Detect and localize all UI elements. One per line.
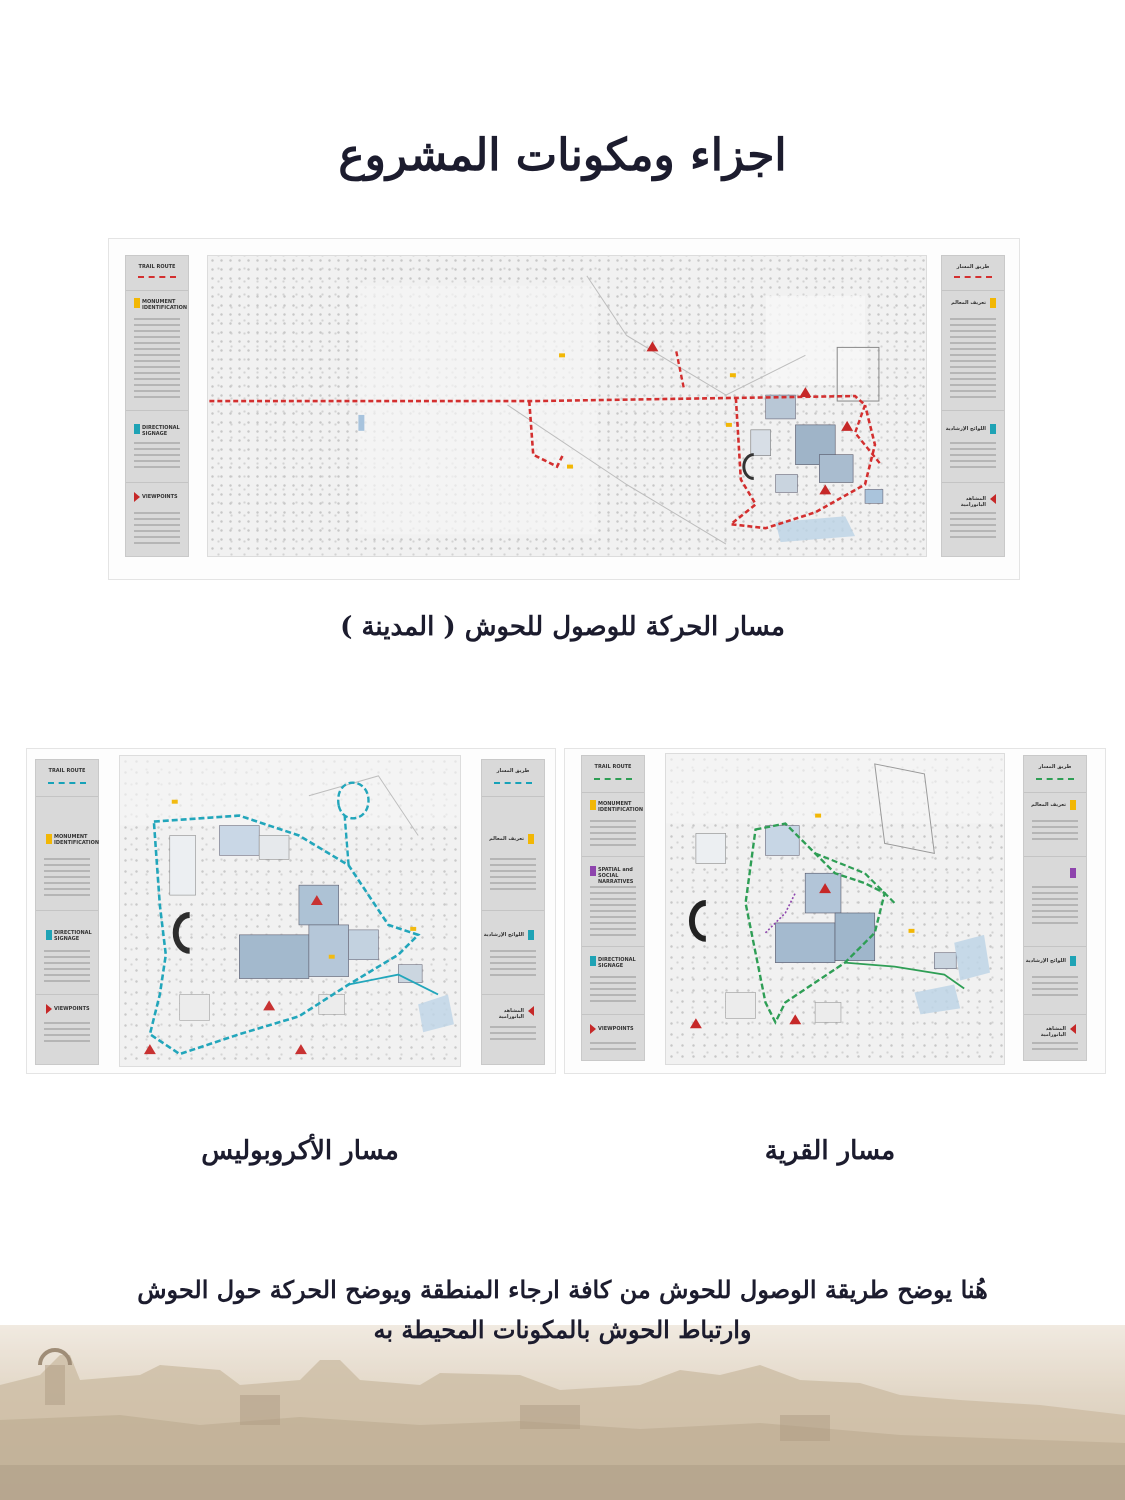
legend-row <box>950 442 996 444</box>
legend-row <box>950 330 996 332</box>
legend-row <box>950 366 996 368</box>
legend-row <box>590 988 636 990</box>
legend-row <box>490 956 536 958</box>
legend-row <box>490 1026 536 1028</box>
legend-trail-line <box>1036 778 1074 780</box>
legend-row <box>134 448 180 450</box>
legend-row <box>134 466 180 468</box>
legend-row <box>490 876 536 878</box>
legend-row <box>1032 916 1078 918</box>
viewpoint-marker-icon <box>789 1014 801 1024</box>
legend-row <box>950 448 996 450</box>
monument-flag-icon <box>1070 800 1076 810</box>
monument-flag-icon <box>990 298 996 308</box>
legend-row <box>44 974 90 976</box>
legend-row <box>134 442 180 444</box>
legend-row <box>134 396 180 398</box>
legend-row <box>1032 838 1078 840</box>
ruins-background-image <box>0 1325 1125 1500</box>
legend-row <box>590 1048 636 1050</box>
legend-row <box>490 968 536 970</box>
viewpoint-marker-icon <box>690 1018 702 1028</box>
legend-row <box>44 1040 90 1042</box>
monument-flag-icon <box>134 298 140 308</box>
legend-monument-label: MONUMENT IDENTIFICATION <box>598 801 644 813</box>
legend-viewpoints-ar: المشاهد البانورامية <box>1040 1026 1066 1038</box>
legend-row <box>950 530 996 532</box>
legend-separator <box>582 792 644 793</box>
signage-flag-icon <box>590 956 596 966</box>
site-buildings <box>744 395 883 542</box>
legend-row <box>44 870 90 872</box>
legend-separator <box>36 910 98 911</box>
legend-row <box>950 318 996 320</box>
legend-row <box>44 864 90 866</box>
legend-row <box>44 888 90 890</box>
legend-signage-label: DIRECTIONAL SIGNAGE <box>54 930 92 942</box>
monument-marker-icon <box>567 465 573 469</box>
legend-monument-label: MONUMENT IDENTIFICATION <box>54 834 100 846</box>
legend-trail-line <box>954 276 992 278</box>
monument-flag-icon <box>528 834 534 844</box>
legend-trail-line <box>594 778 632 780</box>
legend-row <box>1032 826 1078 828</box>
legend-row <box>134 318 180 320</box>
legend-row <box>1032 1048 1078 1050</box>
legend-row <box>134 390 180 392</box>
legend-row <box>134 342 180 344</box>
legend-row <box>1032 898 1078 900</box>
legend-separator <box>1024 856 1086 857</box>
legend-signage-label: DIRECTIONAL SIGNAGE <box>598 957 636 969</box>
monument-flag-icon <box>46 834 52 844</box>
acropolis-route-map-svg <box>120 756 460 1066</box>
legend-separator <box>942 290 1004 291</box>
map-clearing <box>120 756 460 826</box>
legend-row <box>950 466 996 468</box>
legend-right-ar <box>941 255 1005 557</box>
map-clearing <box>766 296 865 385</box>
legend-row <box>134 460 180 462</box>
legend-row <box>134 512 180 514</box>
legend-row <box>490 1032 536 1034</box>
acropolis-route-map <box>119 755 461 1067</box>
legend-row <box>44 858 90 860</box>
legend-row <box>950 354 996 356</box>
legend-row <box>590 916 636 918</box>
legend-row <box>44 894 90 896</box>
legend-row <box>134 530 180 532</box>
legend-row <box>490 962 536 964</box>
legend-row <box>590 826 636 828</box>
viewpoint-marker-icon <box>646 341 658 351</box>
legend-separator <box>482 796 544 797</box>
legend-row <box>490 858 536 860</box>
legend-separator <box>582 856 644 857</box>
village-route-map <box>665 753 1005 1065</box>
legend-separator <box>1024 1014 1086 1015</box>
signage-flag-icon <box>528 930 534 940</box>
legend-row <box>134 366 180 368</box>
legend-separator <box>126 482 188 483</box>
legend-row <box>950 360 996 362</box>
legend-row <box>590 1042 636 1044</box>
signage-flag-icon <box>990 424 996 434</box>
legend-trail-route: TRAIL ROUTE <box>48 768 86 774</box>
monument-marker-icon <box>329 955 335 959</box>
site-buildings <box>692 826 990 1023</box>
legend-row <box>590 886 636 888</box>
legend-row <box>44 1022 90 1024</box>
legend-separator <box>126 290 188 291</box>
legend-row <box>134 454 180 456</box>
legend-trail-line <box>494 782 532 784</box>
narrative-flag-icon <box>1070 868 1076 878</box>
legend-row <box>590 934 636 936</box>
legend-row <box>44 956 90 958</box>
legend-signage-label: DIRECTIONAL SIGNAGE <box>142 425 180 437</box>
legend-row <box>950 348 996 350</box>
legend-row <box>1032 994 1078 996</box>
legend-row <box>1032 1042 1078 1044</box>
legend-separator <box>126 410 188 411</box>
legend-signage-ar: اللوائح الإرشادية <box>483 932 524 938</box>
legend-row <box>134 354 180 356</box>
legend-row <box>44 1028 90 1030</box>
legend-row <box>950 336 996 338</box>
viewpoint-flag-icon <box>1070 1024 1076 1034</box>
legend-separator <box>1024 946 1086 947</box>
legend-right-ar <box>481 759 545 1065</box>
legend-row <box>44 980 90 982</box>
legend-viewpoints-label: VIEWPOINTS <box>142 494 178 500</box>
legend-trail-line <box>48 782 86 784</box>
legend-row <box>1032 982 1078 984</box>
monument-marker-icon <box>815 814 821 818</box>
legend-narratives-label: SPATIAL and SOCIAL NARRATIVES <box>598 867 634 885</box>
legend-row <box>134 536 180 538</box>
legend-trail-route: TRAIL ROUTE <box>138 264 176 270</box>
viewpoint-flag-icon <box>134 492 140 502</box>
city-route-map <box>207 255 927 557</box>
viewpoint-flag-icon <box>990 494 996 504</box>
legend-row <box>1032 904 1078 906</box>
legend-row <box>490 1038 536 1040</box>
legend-row <box>590 892 636 894</box>
legend-row <box>490 974 536 976</box>
legend-viewpoints-ar: المشاهد البانورامية <box>960 496 986 508</box>
acropolis-route-panel <box>26 748 556 1074</box>
signage-flag-icon <box>134 424 140 434</box>
legend-monument-ar: تعريف المعالم <box>951 300 986 306</box>
legend-signage-ar: اللوائح الإرشادية <box>945 426 986 432</box>
legend-row <box>134 336 180 338</box>
legend-row <box>134 384 180 386</box>
legend-trail-route-ar: طريق المسار <box>1038 764 1072 770</box>
legend-row <box>134 518 180 520</box>
monument-marker-icon <box>559 353 565 357</box>
legend-separator <box>482 910 544 911</box>
legend-row <box>134 360 180 362</box>
legend-separator <box>582 1014 644 1015</box>
legend-row <box>950 396 996 398</box>
legend-row <box>950 512 996 514</box>
legend-row <box>590 910 636 912</box>
page-title: اجزاء ومكونات المشروع <box>338 130 787 181</box>
ruins-silhouette <box>0 1325 1125 1500</box>
legend-monument-label: MONUMENT IDENTIFICATION <box>142 299 188 311</box>
legend-row <box>590 904 636 906</box>
description-line-2: وارتباط الحوش بالمكونات المحيطة به <box>373 1315 752 1344</box>
legend-monument-ar: تعريف المعالم <box>1031 802 1066 808</box>
legend-row <box>134 330 180 332</box>
monument-marker-icon <box>410 927 416 931</box>
legend-row <box>590 994 636 996</box>
legend-row <box>590 976 636 978</box>
viewpoint-marker-icon <box>144 1044 156 1054</box>
city-route-caption: مسار الحركة للوصول للحوش ( المدينة ) <box>340 612 785 642</box>
viewpoint-marker-icon <box>263 1000 275 1010</box>
legend-signage-ar: اللوائح الإرشادية <box>1025 958 1066 964</box>
legend-row <box>134 524 180 526</box>
legend-row <box>950 536 996 538</box>
legend-left-en <box>581 755 645 1061</box>
viewpoint-marker-icon <box>819 484 831 494</box>
legend-row <box>590 898 636 900</box>
village-route-caption: مسار القرية <box>764 1136 896 1166</box>
viewpoint-flag-icon <box>528 1006 534 1016</box>
map-clearing <box>666 754 1004 824</box>
legend-row <box>1032 892 1078 894</box>
viewpoint-flag-icon <box>46 1004 52 1014</box>
legend-row <box>590 820 636 822</box>
legend-row <box>44 876 90 878</box>
legend-row <box>950 524 996 526</box>
legend-row <box>490 870 536 872</box>
legend-row <box>590 928 636 930</box>
legend-left-en <box>35 759 99 1065</box>
legend-row <box>134 378 180 380</box>
legend-row <box>134 542 180 544</box>
legend-row <box>134 372 180 374</box>
legend-row <box>590 1000 636 1002</box>
legend-separator <box>36 796 98 797</box>
signage-flag-icon <box>1070 956 1076 966</box>
legend-row <box>950 342 996 344</box>
legend-row <box>950 384 996 386</box>
legend-row <box>44 962 90 964</box>
legend-row <box>590 838 636 840</box>
viewpoint-marker-icon <box>841 421 853 431</box>
legend-row <box>1032 910 1078 912</box>
legend-viewpoints-ar: المشاهد البانورامية <box>498 1008 524 1020</box>
legend-row <box>490 864 536 866</box>
legend-right-ar <box>1023 755 1087 1061</box>
legend-row <box>134 324 180 326</box>
signage-flag-icon <box>46 930 52 940</box>
monument-marker-icon <box>909 929 915 933</box>
city-route-panel <box>108 238 1020 580</box>
legend-row <box>950 378 996 380</box>
legend-row <box>950 390 996 392</box>
legend-row <box>44 968 90 970</box>
legend-separator <box>36 994 98 995</box>
village-route-panel <box>564 748 1106 1074</box>
legend-separator <box>482 994 544 995</box>
legend-row <box>1032 922 1078 924</box>
legend-trail-route-ar: طريق المسار <box>496 768 530 774</box>
description-text <box>30 1270 1095 1350</box>
legend-separator <box>942 410 1004 411</box>
legend-row <box>950 518 996 520</box>
legend-row <box>1032 976 1078 978</box>
legend-row <box>44 950 90 952</box>
legend-row <box>134 348 180 350</box>
description-line-1: هُنا يوضح طريقة الوصول للحوش من كافة ارجاء المنطقة ويوضح الحركة حول الحوش <box>137 1275 988 1304</box>
legend-row <box>590 832 636 834</box>
legend-trail-line <box>138 276 176 278</box>
legend-row <box>44 882 90 884</box>
city-route-map-svg <box>208 256 926 556</box>
legend-row <box>44 1034 90 1036</box>
monument-marker-icon <box>726 423 732 427</box>
legend-row <box>1032 832 1078 834</box>
legend-row <box>950 324 996 326</box>
legend-row <box>950 372 996 374</box>
legend-row <box>590 982 636 984</box>
legend-row <box>1032 988 1078 990</box>
legend-trail-route-ar: طريق المسار <box>956 264 990 270</box>
monument-marker-icon <box>730 373 736 377</box>
legend-left-en <box>125 255 189 557</box>
legend-separator <box>582 946 644 947</box>
acropolis-route-caption: مسار الأكروبوليس <box>201 1136 399 1166</box>
legend-viewpoints-label: VIEWPOINTS <box>598 1026 634 1032</box>
legend-row <box>590 922 636 924</box>
legend-row <box>950 460 996 462</box>
water-feature <box>358 415 364 431</box>
legend-row <box>1032 886 1078 888</box>
village-route-map-svg <box>666 754 1004 1064</box>
legend-monument-ar: تعريف المعالم <box>489 836 524 842</box>
legend-row <box>950 454 996 456</box>
monument-marker-icon <box>172 800 178 804</box>
monument-flag-icon <box>590 800 596 810</box>
legend-trail-route: TRAIL ROUTE <box>594 764 632 770</box>
legend-separator <box>1024 792 1086 793</box>
legend-row <box>490 888 536 890</box>
legend-row <box>1032 820 1078 822</box>
legend-row <box>490 950 536 952</box>
legend-row <box>590 844 636 846</box>
city-trail-spur <box>676 351 684 390</box>
legend-row <box>490 882 536 884</box>
viewpoint-flag-icon <box>590 1024 596 1034</box>
map-clearing <box>358 286 596 534</box>
narrative-flag-icon <box>590 866 596 876</box>
legend-viewpoints-label: VIEWPOINTS <box>54 1006 90 1012</box>
viewpoint-marker-icon <box>799 387 811 397</box>
viewpoint-marker-icon <box>295 1044 307 1054</box>
legend-separator <box>942 482 1004 483</box>
